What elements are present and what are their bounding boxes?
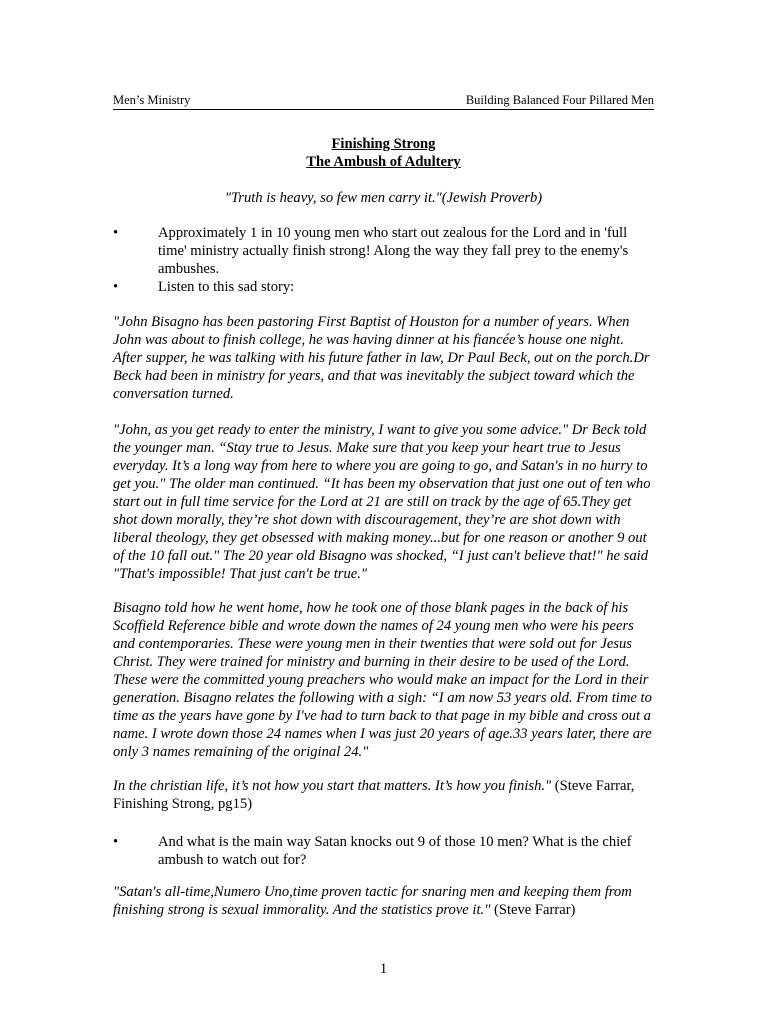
finish-quote-paragraph: [113, 777, 654, 813]
title-line-1: Finishing Strong: [331, 136, 436, 152]
bullet-icon: •: [113, 225, 119, 241]
bullet-list-bottom: [113, 833, 654, 869]
story-paragraph-1: "John Bisagno has been pastoring First Baptist of Houston for a number of years. When John was about to finish college, he was having dinner at his fiancée’s house one night. After supper, he was talking with his future father in law, Dr Paul Beck, out on the porch.Dr Beck had been in ministry for years, and that was inevitably the subject toward which the conversation turned.: [113, 314, 650, 402]
epigraph: "Truth is heavy, so few men carry it."(Jewish Proverb): [224, 190, 543, 206]
satan-quote-citation: (Steve Farrar): [490, 902, 576, 918]
bullet-text: Listen to this sad story:: [158, 279, 295, 295]
story-paragraph-3: Bisagno told how he went home, how he took one of those blank pages in the back of his Scoffield Reference bible and wrote down the names of 24 young men who were his peers and contemporaries. These were young men in their twenties that were sold out for Jesus Christ. They were trained for ministry and burning in their desire to be used of the Lord. These were the committed young preachers who would make an impact for the Lord in their generation. Bisagno relates the following with a sigh: “I am now 53 years old. From time to time as the years have gone by I've had to turn back to that page in my bible and cross out a name. I wrote down those 24 names when I was just 20 years of age.33 years later, there are only 3 names remaining of the original 24.": [113, 600, 652, 760]
header-right: Building Balanced Four Pillared Men: [465, 93, 654, 107]
bullet-text: Approximately 1 in 10 young men who start out zealous for the Lord and in 'full time' ministry actually finish strong! Along the way they fall prey to the enemy's ambushes.: [158, 225, 629, 277]
bullet-text: And what is the main way Satan knocks out 9 of those 10 men? What is the chief ambush to watch out for?: [158, 834, 632, 868]
page-header: [113, 93, 654, 110]
finish-quote-text: In the christian life, it’s not how you start that matters. It’s how you finish.": [113, 778, 552, 794]
satan-quote-paragraph: [113, 883, 654, 919]
header-left: Men’s Ministry: [113, 93, 191, 107]
page-number: 1: [379, 961, 388, 977]
finish-quote-citation: (Steve Farrar, Finishing Strong, pg15): [113, 778, 635, 812]
bullet-icon: •: [113, 834, 119, 850]
story-paragraph-2: "John, as you get ready to enter the ministry, I want to give you some advice." Dr Beck told the younger man. “Stay true to Jesus. Make sure that you keep your heart true to Jesus everyday. It’s a long way from here to where you are going to go, and Satan's in no hurry to get you." The older man continued. “It has been my observation that just one out of ten who start out in full time service for the Lord at 21 are still on track by the age of 65.They get shot down morally, they’re shot down with discouragement, they’re are shot down with liberal theology, they get obsessed with making money...but for one reason or another 9 out of the 10 fall out." The 20 year old Bisagno was shocked, “I just can't believe that!" he said "That's impossible! That just can't be true.": [113, 422, 651, 582]
document-title: [113, 136, 654, 171]
bullet-item: [113, 278, 654, 296]
bullet-item: [113, 224, 654, 278]
bullet-item: [113, 833, 654, 869]
bullet-icon: •: [113, 279, 119, 295]
satan-quote-text: "Satan's all-time,Numero Uno,time proven tactic for snaring men and keeping them from finishing strong is sexual immorality. And the statistics prove it.": [113, 884, 632, 918]
bullet-list-top: [113, 224, 654, 296]
title-line-2: The Ambush of Adultery: [306, 153, 461, 170]
